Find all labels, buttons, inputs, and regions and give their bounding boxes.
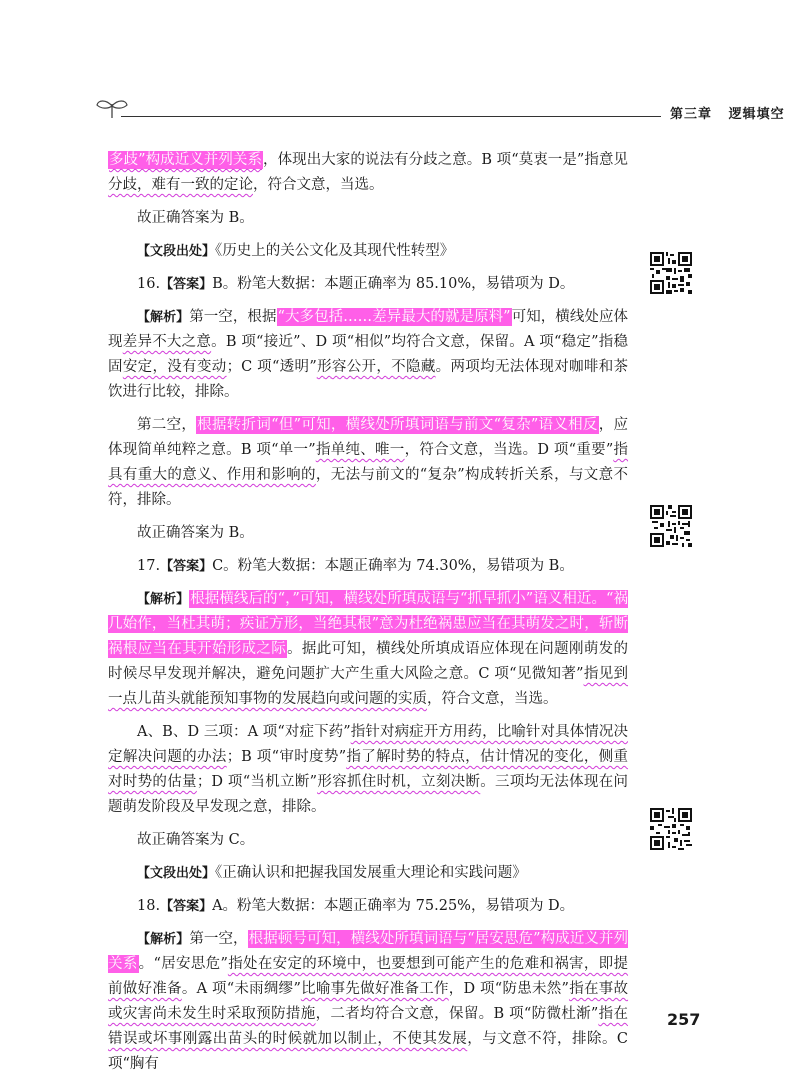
answer-line: 故正确答案为 B。 xyxy=(137,525,254,541)
text: 。两项均无法体现对咖啡和茶饮进行比较，排除。 xyxy=(108,359,629,400)
chapter-number: 第三章 xyxy=(670,107,713,122)
text: 。据此可知，横线处所填成语应体现在问题刚萌发的时候尽早发现并解决，避免问题扩大产生重大风险之意。C 项“见微知著” xyxy=(108,641,629,682)
underlined-text: 差异不大之意 xyxy=(122,334,212,350)
paragraph-9 xyxy=(108,587,628,712)
source-title: 《历史上的关公文化及其现代性转型》 xyxy=(215,243,455,259)
page-body xyxy=(108,148,628,1085)
qr-code-icon[interactable] xyxy=(650,808,692,850)
underlined-text: 形容抓住时机，立刻决断 xyxy=(317,774,481,790)
highlight: “大多包括……差异最大的就是原料” xyxy=(277,309,511,325)
page-number: 257 xyxy=(667,1010,701,1029)
paragraph-10 xyxy=(108,720,628,820)
text: ，与文意不符，排除。C 项“胸有 xyxy=(108,1031,629,1072)
text: A、B、D 三项：A 项“对症下药” xyxy=(137,724,351,740)
paragraph-2 xyxy=(108,206,628,231)
underlined-text: 形容公开，不隐藏 xyxy=(316,359,436,375)
answer-tag: 【答案】 xyxy=(160,559,213,574)
paragraph-1 xyxy=(108,148,628,198)
paragraph-3 xyxy=(108,239,628,264)
paragraph-8 xyxy=(108,554,628,579)
analysis-tag: 【解析】 xyxy=(137,592,190,607)
question-number: 18. xyxy=(137,898,161,914)
paragraph-14 xyxy=(108,927,628,1077)
qr-code-icon[interactable] xyxy=(650,505,692,547)
underlined-text: 比喻事先做好准备工作 xyxy=(300,981,449,997)
source-title: 《正确认识和把握我国发展重大理论和实践问题》 xyxy=(215,865,527,881)
highlight: 根据转折词“但”可知，横线处所填词语与前文“复杂”语义相反 xyxy=(197,417,598,433)
underlined-text: 安定，没有变动 xyxy=(122,359,227,375)
underlined-text: 指具有重大的意义、作用和影响的 xyxy=(108,442,629,483)
answer-line: 故正确答案为 C。 xyxy=(137,832,255,848)
highlight: 根据顿号可知，横线处所填词语与“居安思危”构成近义并列关系 xyxy=(108,931,628,972)
analysis-tag: 【解析】 xyxy=(137,310,190,325)
paragraph-7 xyxy=(108,521,628,546)
text: ，二者均符合文意，保留。B 项“防微杜渐” xyxy=(315,1006,599,1022)
chapter-title xyxy=(670,103,785,122)
underlined-text: 分歧，难有一致的定论 xyxy=(108,177,253,193)
answer-text: B。粉笔大数据：本题正确率为 85.10%，易错项为 D。 xyxy=(212,276,575,292)
source-tag: 【文段出处】 xyxy=(137,244,216,259)
text: ，符合文意，当选。 xyxy=(427,691,558,707)
paragraph-13 xyxy=(108,894,628,919)
text: 第二空， xyxy=(137,417,197,433)
text: 第一空， xyxy=(189,931,248,947)
header-rule xyxy=(121,116,661,117)
answer-tag: 【答案】 xyxy=(160,899,213,914)
text: 。A 项“未雨绸缪” xyxy=(181,981,301,997)
running-header xyxy=(95,95,785,125)
text: 。三项均无法体现在问题萌发阶段及早发现之意，排除。 xyxy=(108,774,629,815)
underlined-text: 指见到一点儿苗头就能预知事物的发展趋向或问题的实质 xyxy=(108,666,629,707)
underlined-text: 指在事故或灾害尚未发生时采取预防措施 xyxy=(108,981,629,1022)
text: ，符合文意，当选。 xyxy=(253,177,384,193)
answer-line: 故正确答案为 B。 xyxy=(137,210,254,226)
question-number: 16. xyxy=(137,276,161,292)
text: ；B 项“审时度势” xyxy=(226,749,347,765)
underlined-text: 指了解时势的特点，估计情况的变化，侧重对时势的估量 xyxy=(108,749,629,790)
highlight: 根据横线后的“，”可知，横线处所填成语与“抓早抓小”语义相近。“祸几始作，当杜其萌；疾证方形，当绝其根”意为杜绝祸患应当在其萌发之时，斩断祸根应当在其开始形成之际 xyxy=(108,591,628,657)
highlight: 多歧”构成近义并列关系 xyxy=(109,152,263,168)
paragraph-11 xyxy=(108,828,628,853)
question-number: 17. xyxy=(137,558,161,574)
paragraph-5 xyxy=(108,305,628,405)
answer-tag: 【答案】 xyxy=(160,277,213,292)
qr-code-icon[interactable] xyxy=(650,252,692,294)
text: ；C 项“透明” xyxy=(226,359,317,375)
source-tag: 【文段出处】 xyxy=(137,866,216,881)
text: ，体现出大家的说法有分歧之意。B 项“莫衷一是”指意见 xyxy=(263,152,628,168)
text: ，应体现简单纯粹之意。B 项“单一” xyxy=(108,417,629,458)
text: ，无法与前文的“复杂”构成转折关系，与文意不符，排除。 xyxy=(108,467,629,508)
text: ，D 项“防患未然” xyxy=(448,981,569,997)
text: 。B 项“接近”、D 项“相似”均符合文意，保留。A 项“稳定”指稳固 xyxy=(108,334,629,375)
paragraph-6 xyxy=(108,413,628,513)
paragraph-12 xyxy=(108,861,628,886)
paragraph-4 xyxy=(108,272,628,297)
text: 。“居安思危” xyxy=(138,956,228,972)
underlined-text: 指针对病症开方用药，比喻针对具体情况决定解决问题的办法 xyxy=(108,724,628,765)
underlined-text: 指处在安定的环境中，也要想到可能产生的危难和祸害，即提前做好准备 xyxy=(108,956,629,997)
text: ；D 项“当机立断” xyxy=(196,774,318,790)
underlined-text: 指在错误或坏事刚露出苗头的时候就加以制止，不使其发展 xyxy=(108,1006,628,1047)
analysis-tag: 【解析】 xyxy=(137,932,190,947)
text: ，符合文意，当选。D 项“重要” xyxy=(404,442,614,458)
text: 可知，横线处应体现 xyxy=(108,309,628,350)
answer-text: C。粉笔大数据：本题正确率为 74.30%，易错项为 B。 xyxy=(212,558,574,574)
chapter-name: 逻辑填空 xyxy=(728,107,785,122)
answer-text: A。粉笔大数据：本题正确率为 75.25%，易错项为 D。 xyxy=(212,898,575,914)
underlined-text: 指单纯、唯一 xyxy=(315,442,405,458)
text: 第一空，根据 xyxy=(189,309,277,325)
